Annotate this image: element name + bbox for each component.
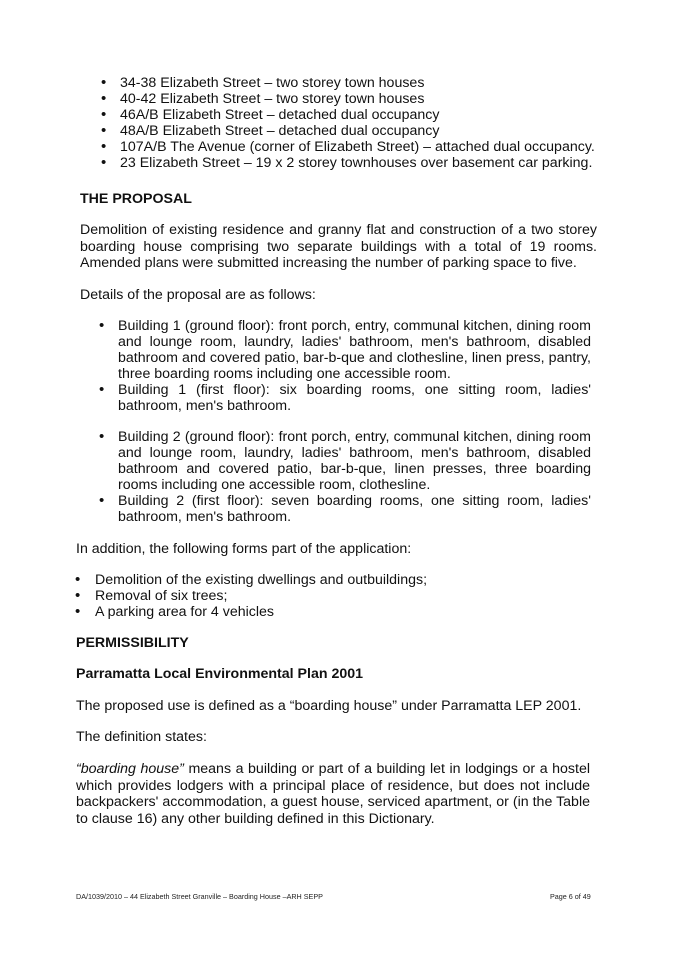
definition-paragraph: [76, 761, 590, 827]
permissibility-heading: PERMISSIBILITY: [76, 635, 189, 651]
list-item: • 34-38 Elizabeth Street – two storey town houses: [120, 75, 640, 91]
footer-page-number: Page 6 of 49: [550, 892, 591, 901]
building1-list: [118, 318, 591, 414]
list-item: • Building 2 (ground floor): front porch, entry, communal kitchen, dining room and lounge room, laundry, ladies' bathroom, men's bathroom, disabled bathroom and covered patio, bar-b-que, linen presses, three boarding rooms including one accessible room, clothesline.: [118, 429, 591, 493]
definition-text: means a building or part of a building let in lodgings or a hostel which provides lodgers with a principal place of residence, but does not include backpackers' accommodation, a guest house, serviced apartment, or (in the Table to clause 16) any other building defined in this Dictionary.: [76, 761, 591, 827]
nearby-developments-list: [120, 75, 640, 171]
footer-reference: DA/1039/2010 – 44 Elizabeth Street Granville – Boarding House –ARH SEPP: [76, 892, 323, 901]
list-item: • 46A/B Elizabeth Street – detached dual occupancy: [120, 107, 640, 123]
proposal-heading: THE PROPOSAL: [80, 191, 192, 207]
list-item: • 40-42 Elizabeth Street – two storey town houses: [120, 91, 640, 107]
list-item: • 107A/B The Avenue (corner of Elizabeth Street) – attached dual occupancy.: [120, 139, 640, 155]
list-item: • Removal of six trees;: [95, 588, 595, 604]
list-item: • Building 1 (first floor): six boarding rooms, one sitting room, ladies' bathroom, men's bathroom.: [118, 382, 591, 414]
use-defined-text: The proposed use is defined as a “boarding house” under Parramatta LEP 2001.: [76, 698, 582, 714]
addition-list: [95, 572, 595, 620]
list-item: • A parking area for 4 vehicles: [95, 604, 595, 620]
addition-intro: In addition, the following forms part of the application:: [76, 541, 412, 557]
details-intro: Details of the proposal are as follows:: [80, 287, 316, 303]
list-item: • 48A/B Elizabeth Street – detached dual occupancy: [120, 123, 640, 139]
list-item: • Building 1 (ground floor): front porch, entry, communal kitchen, dining room and lounge room, laundry, ladies' bathroom, men's bathroom, disabled bathroom and covered patio, bar-b-que and clothesline, linen press, pantry, three boarding rooms including one accessible room.: [118, 318, 591, 382]
definition-intro: The definition states:: [76, 729, 207, 745]
list-item: • 23 Elizabeth Street – 19 x 2 storey townhouses over basement car parking.: [120, 155, 640, 171]
list-item: • Demolition of the existing dwellings and outbuildings;: [95, 572, 595, 588]
lep-subheading: Parramatta Local Environmental Plan 2001: [76, 666, 364, 682]
proposal-description: Demolition of existing residence and granny flat and construction of a two storey boarding house comprising two separate buildings with a total of 19 rooms. Amended plans were submitted increasing the number of parking space to five.: [80, 222, 597, 271]
list-item: • Building 2 (first floor): seven boarding rooms, one sitting room, ladies' bathroom, men's bathroom.: [118, 493, 591, 525]
definition-term: “boarding house”: [76, 761, 184, 777]
building2-list: [118, 429, 591, 525]
